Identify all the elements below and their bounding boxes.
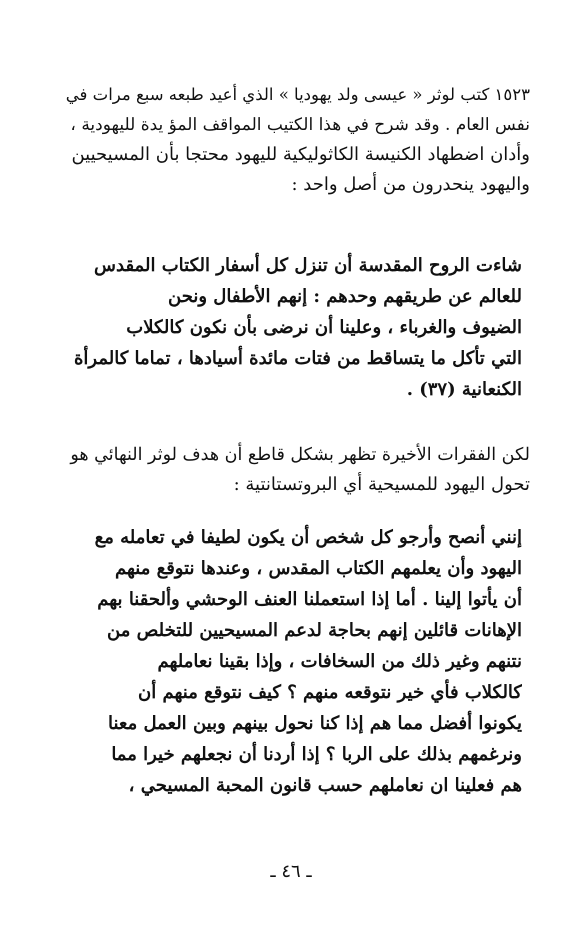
quote-line: شاءت الروح المقدسة أن تنزل كل أسفار الكتاب المقدس (94, 255, 522, 276)
quote-line: للعالم عن طريقهم وحدهم : إنهم الأطفال ونحن (168, 286, 522, 307)
quote-line: كالكلاب فأي خير نتوقعه منهم ؟ كيف نتوقع منهم أن (138, 682, 522, 703)
page-number: ـ ٤٦ ـ (270, 861, 312, 882)
paragraph-conversion (60, 440, 530, 500)
text-line: واليهود ينحدرون من أصل واحد : (291, 174, 530, 195)
quote-line: الإهانات قائلين إنهم بحاجة لدعم المسيحيين للتخلص من (107, 620, 522, 641)
quote-line: أن يأتوا إلينا . أما إذا استعملنا العنف الوحشي وألحقنا بهم (97, 589, 522, 610)
quote-line: التي تأكل ما يتساقط من فتات مائدة أسيادها ، تماما كالمرأة (73, 348, 522, 369)
text-line: تحول اليهود للمسيحية أي البروتستانتية : (233, 474, 530, 495)
quote-advice (64, 522, 522, 801)
quote-line: نتنهم وغير ذلك من السخافات ، وإذا بقينا نعاملهم (157, 651, 522, 672)
quote-line: يكونوا أفضل مما هم إذا كنا نحول بينهم وبين العمل معنا (107, 713, 522, 734)
quote-line: إنني أنصح وأرجو كل شخص أن يكون لطيفا في تعامله مع (94, 527, 522, 548)
quote-line: اليهود وأن يعلمهم الكتاب المقدس ، وعندها نتوقع منهم (115, 558, 522, 579)
text-line: وأدان اضطهاد الكنيسة الكاثوليكية لليهود محتجا بأن المسيحيين (71, 144, 530, 165)
text-line: ١٥٢٣ كتب لوثر « عيسى ولد يهوديا » الذي أعيد طبعه سبع مرات في (65, 85, 530, 104)
text-line: لكن الفقرات الأخيرة تظهر بشكل قاطع أن هدف لوثر النهائي هو (70, 445, 530, 465)
quote-line: هم فعلينا ان نعاملهم حسب قانون المحبة المسيحي ، (128, 775, 522, 796)
quote-line: ونرغمهم بذلك على الربا ؟ إذا أردنا أن نجعلهم خيرا مما (111, 744, 522, 765)
text-line: نفس العام . وقد شرح في هذا الكتيب المواقف المؤ يدة لليهودية ، (70, 115, 530, 135)
quote-line: الضيوف والغرباء ، وعلينا أن نرضى بأن نكون كالكلاب (126, 317, 522, 338)
paragraph-luther-book (60, 80, 530, 200)
quote-holy-spirit (64, 250, 522, 405)
quote-line: الكنعانية (٣٧) . (406, 379, 522, 400)
